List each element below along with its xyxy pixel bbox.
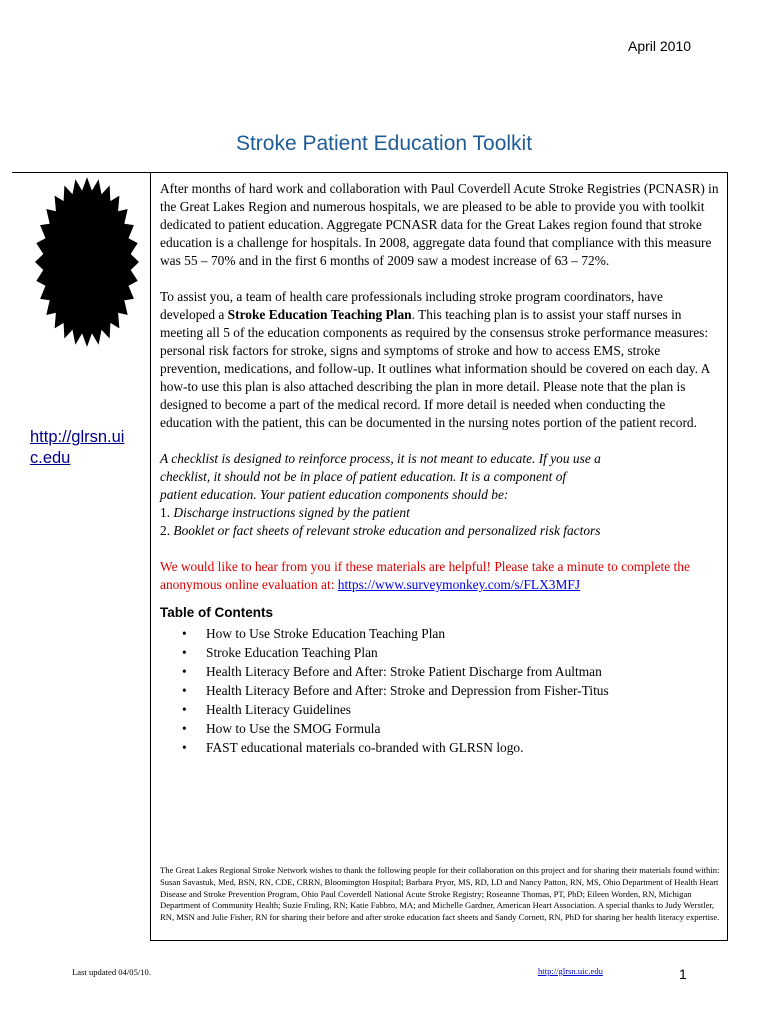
main-content [160,180,720,757]
feedback-paragraph: We would like to hear from you if these materials are helpful! Please take a minute to complete the anonymous online evaluation at: https://www.surveymonkey.com/s/FLX3MFJ [160,559,690,592]
starburst-logo-placeholder [35,176,139,348]
toc-item: • Stroke Education Teaching Plan [206,643,720,662]
page-title: Stroke Patient Education Toolkit [235,132,533,155]
toc-item: • Health Literacy Before and After: Stroke and Depression from Fisher-Titus [206,681,720,700]
document-date: April 2010 [628,38,692,54]
intro-paragraph: After months of hard work and collaboration with Paul Coverdell Acute Stroke Registries (PCNASR) in the Great Lakes Region and numerous hospitals, we are pleased to be able to provide you with toolkit dedicated to patient education. Aggregate PCNASR data for the Great Lakes region found that stroke education is a challenge for hospitals. In 2008, aggregate data found that compliance with this measure was 55 – 70% and in the first 6 months of 2009 saw a modest increase of 63 – 72%. [160,181,719,268]
footer-website-link[interactable]: http://glrsn.uic.edu [538,966,603,976]
checklist-item-1: Discharge instructions signed by the patient [173,505,410,520]
teaching-plan-bold: Stroke Education Teaching Plan [227,307,412,322]
acknowledgements: The Great Lakes Regional Stroke Network wishes to thank the following people for their collaboration on this project and for sharing their materials found within: Susan Savastuk, Med, BSN, RN, CDE, CRRN, Bloomington Hospital; Barbara Pryor, MS, RD, LD and Nancy Patton, RN, MS, Ohio Department of Health Heart Disease and Stroke Prevention Program, Ohio Paul Coverdell National Acute Stroke Registry; Roseanne Thomas, PT, PhD; Eileen Worden, RN, Michigan Department of Community Health; Suzie Fruling, RN; Katie Fabbro, MA; and Michelle Gardner, American Heart Association. A special thanks to Judy Werstler, RN, MSN and Julie Fisher, RN for sharing their before and after stroke education fact sheets and Sandy Cornett, RN, PhD for sharing her health literacy expertise. [160,865,720,923]
toc-item: • How to Use the SMOG Formula [206,719,720,738]
teaching-plan-paragraph: To assist you, a team of health care professionals including stroke program coordinators, have developed a Stroke Education Teaching Plan. This teaching plan is to assist your staff nurses in meeting all 5 of the education components as required by the consensus stroke performance measures: personal risk factors for stroke, signs and symptoms of stroke and how to access EMS, stroke prevention, medications, and follow-up. It outlines what information should be covered on each day. A how-to use this plan is also attached describing the plan in more detail. Please note that the plan is designed to become a part of the medical record. If more detail is needed when conducting the education with the patient, this can be documented in the nursing notes portion of the patient record. [160,289,710,430]
glrsn-website-link[interactable]: http://glrsn.uic.edu [30,428,125,467]
toc-item: • Health Literacy Before and After: Stroke Patient Discharge from Aultman [206,662,720,681]
toc-list [160,624,720,757]
page-number: 1 [679,966,687,982]
last-updated: Last updated 04/05/10. [72,967,152,977]
top-rule [12,172,152,173]
bottom-rule [150,940,728,941]
toc-item: • Health Literacy Guidelines [206,700,720,719]
toc-item: • How to Use Stroke Education Teaching Plan [206,624,720,643]
checklist-paragraph: A checklist is designed to reinforce process, it is not meant to educate. If you use a checklist, it should not be in place of patient education. It is a component of patient education. Your patient education components should be: 1. Discharge instructions signed by the patient 2. Booklet or fact sheets of relevant stroke education and personalized risk factors [160,451,601,538]
toc-title: Table of Contents [160,605,273,620]
checklist-item-2: Booklet or fact sheets of relevant stroke education and personalized risk factors [173,523,601,538]
toc-item: • FAST educational materials co-branded with GLRSN logo. [206,738,720,757]
survey-link[interactable]: https://www.surveymonkey.com/s/FLX3MFJ [337,577,581,592]
